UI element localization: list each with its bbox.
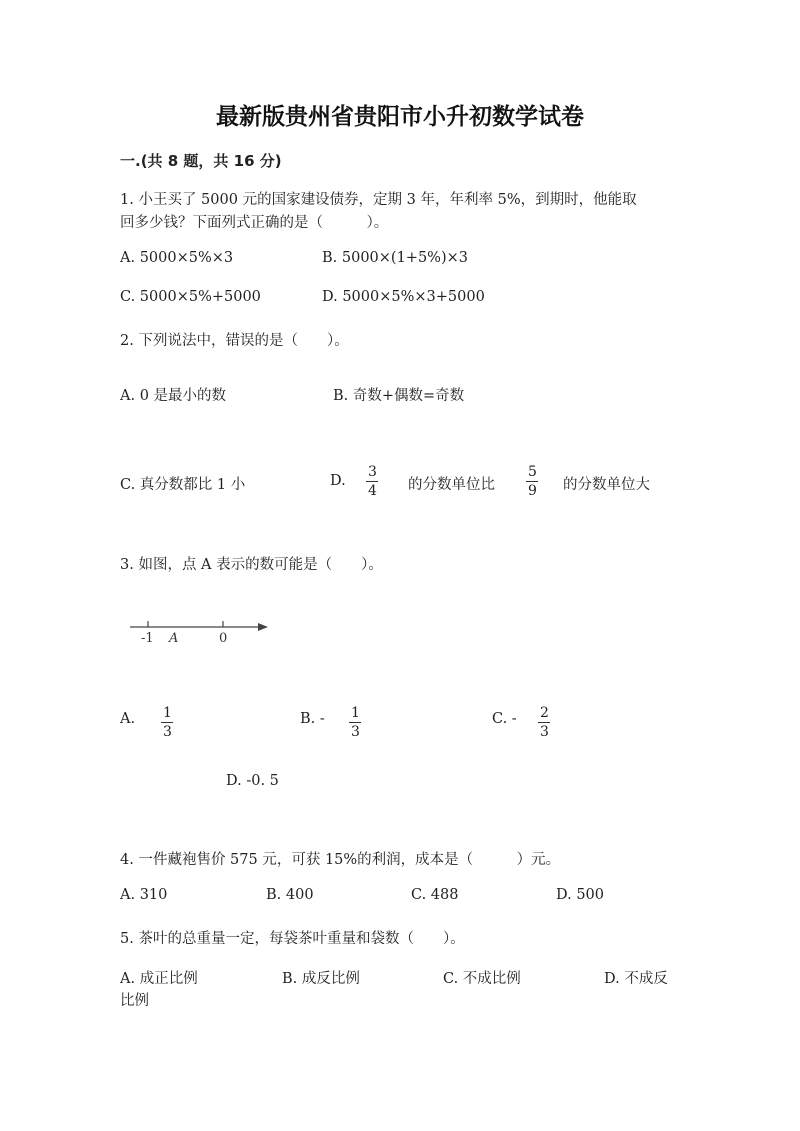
fraction-bar bbox=[526, 481, 538, 482]
fraction-bar bbox=[349, 722, 361, 723]
fraction-numerator: 5 bbox=[528, 464, 537, 480]
q1-stem-line1: 1. 小王买了 5000 元的国家建设债券，定期 3 年，年利率 5%，到期时，他能取 bbox=[120, 192, 637, 208]
q3-option-d[interactable]: D. -0. 5 bbox=[226, 773, 279, 789]
q4-stem: 4. 一件藏袍售价 575 元，可获 15%的利润，成本是（ ）元。 bbox=[120, 852, 561, 868]
number-line-figure bbox=[126, 612, 276, 652]
page-title: 最新版贵州省贵阳市小升初数学试卷 bbox=[216, 104, 584, 130]
axis-label-zero: 0 bbox=[219, 631, 228, 646]
q2-option-c[interactable]: C. 真分数都比 1 小 bbox=[120, 477, 246, 493]
q2-option-d-middle-text: 的分数单位比 bbox=[408, 477, 495, 493]
q1-option-c[interactable]: C. 5000×5%+5000 bbox=[120, 289, 261, 305]
q2-option-b[interactable]: B. 奇数+偶数=奇数 bbox=[333, 388, 465, 404]
q2-option-a[interactable]: A. 0 是最小的数 bbox=[120, 388, 227, 404]
q2-option-d-fraction-2 bbox=[526, 464, 539, 499]
q5-option-c[interactable]: C. 不成比例 bbox=[443, 971, 521, 987]
axis-label-point-a: A bbox=[169, 631, 179, 646]
q1-option-b[interactable]: B. 5000×(1+5%)×3 bbox=[322, 250, 468, 266]
q4-option-a[interactable]: A. 310 bbox=[120, 887, 168, 903]
q2-stem: 2. 下列说法中，错误的是（ ）。 bbox=[120, 333, 349, 349]
q2-option-d-end-text: 的分数单位大 bbox=[563, 477, 650, 493]
fraction-numerator: 3 bbox=[368, 464, 377, 480]
q3-option-a-fraction bbox=[161, 705, 174, 740]
fraction-denominator: 9 bbox=[528, 483, 537, 499]
q1-stem-line2: 回多少钱？下面列式正确的是（ ）。 bbox=[120, 215, 389, 231]
fraction-denominator: 3 bbox=[540, 724, 549, 740]
fraction-numerator: 1 bbox=[163, 705, 172, 721]
fraction-bar bbox=[366, 481, 378, 482]
q3-option-a-label: A. bbox=[120, 711, 136, 727]
q5-option-d-line2[interactable]: 比例 bbox=[120, 993, 149, 1009]
fraction-numerator: 2 bbox=[540, 705, 549, 721]
q3-option-b-label: B. - bbox=[300, 711, 325, 727]
q5-option-b[interactable]: B. 成反比例 bbox=[282, 971, 360, 987]
q3-stem: 3. 如图，点 A 表示的数可能是（ ）。 bbox=[120, 557, 383, 573]
q5-option-d-line1[interactable]: D. 不成反 bbox=[604, 971, 668, 987]
fraction-denominator: 3 bbox=[351, 724, 360, 740]
fraction-denominator: 4 bbox=[368, 483, 377, 499]
q4-option-d[interactable]: D. 500 bbox=[556, 887, 605, 903]
q2-option-d-fraction-1 bbox=[366, 464, 379, 499]
q5-stem: 5. 茶叶的总重量一定，每袋茶叶重量和袋数（ ）。 bbox=[120, 931, 465, 947]
q4-option-b[interactable]: B. 400 bbox=[266, 887, 314, 903]
q3-option-c-fraction bbox=[538, 705, 551, 740]
q4-option-c[interactable]: C. 488 bbox=[411, 887, 459, 903]
q1-option-d[interactable]: D. 5000×5%×3+5000 bbox=[322, 289, 485, 305]
section-heading: 一.(共 8 题，共 16 分) bbox=[120, 152, 282, 170]
fraction-bar bbox=[538, 722, 550, 723]
q3-option-c-label: C. - bbox=[492, 711, 517, 727]
q5-option-a[interactable]: A. 成正比例 bbox=[120, 971, 198, 987]
fraction-denominator: 3 bbox=[163, 724, 172, 740]
q1-option-a[interactable]: A. 5000×5%×3 bbox=[120, 250, 234, 266]
number-line-arrow bbox=[258, 623, 268, 631]
fraction-bar bbox=[161, 722, 173, 723]
q2-option-d-label: D. bbox=[330, 473, 346, 489]
axis-label-minus-one: -1 bbox=[141, 631, 154, 646]
q3-option-b-fraction bbox=[349, 705, 362, 740]
fraction-numerator: 1 bbox=[351, 705, 360, 721]
